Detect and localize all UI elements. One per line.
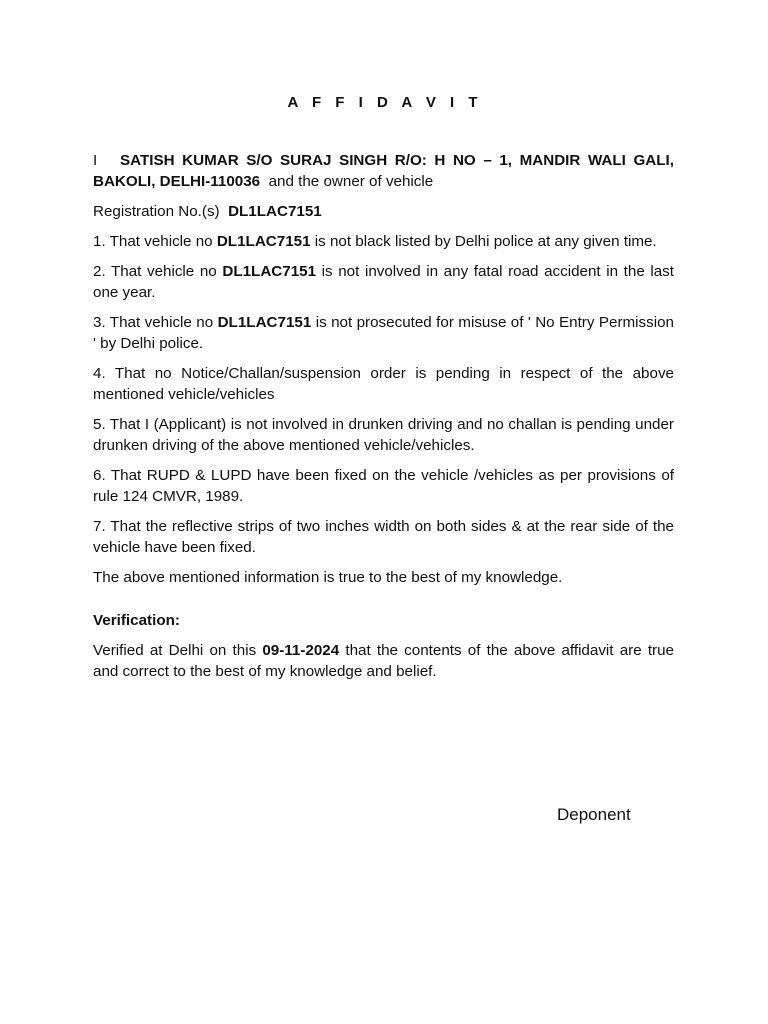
clause-text: 3. That vehicle no — [93, 314, 218, 331]
clause-2 — [93, 261, 674, 303]
intro-prefix: I — [93, 152, 98, 169]
intro-paragraph — [93, 150, 674, 192]
clause-vehicle-number: DL1LAC7151 — [217, 314, 312, 331]
clause-vehicle-number: DL1LAC7151 — [216, 233, 311, 250]
registration-number: DL1LAC7151 — [228, 203, 322, 220]
clause-text: is not involved in any fatal road accident in the last one year. — [93, 263, 674, 301]
clause-text: 2. That vehicle no — [93, 263, 223, 280]
clause-1 — [93, 231, 674, 252]
clause-text: 1. That vehicle no — [93, 233, 217, 250]
intro-suffix: and the owner of vehicle — [268, 173, 434, 190]
document-title: A F F I D A V I T — [287, 94, 483, 111]
clause-text: 6. That RUPD & LUPD have been fixed on the vehicle /vehicles as per provisions of rule 124 CMVR, 1989. — [93, 467, 674, 505]
deponent-identity: SATISH KUMAR S/O SURAJ SINGH R/O: H NO – 1, MANDIR WALI GALI, BAKOLI, DELHI-110036 — [93, 152, 674, 190]
clause-text: is not prosecuted for misuse of ' No Entry Permission ' by Delhi police. — [93, 314, 674, 352]
registration-line — [93, 201, 674, 222]
verification-date: 09-11-2024 — [262, 642, 340, 659]
clause-5 — [93, 414, 674, 456]
deponent-label: Deponent — [557, 805, 631, 824]
verification-heading: Verification: — [93, 612, 180, 629]
clause-6 — [93, 465, 674, 507]
clause-vehicle-number: DL1LAC7151 — [222, 263, 317, 280]
verification-post: that the contents of the above affidavit are true and correct to the best of my knowledge and belief. — [93, 642, 674, 680]
clause-text: 4. That no Notice/Challan/suspension order is pending in respect of the above mentioned vehicle/vehicles — [93, 365, 674, 403]
clause-4 — [93, 363, 674, 405]
statement: The above mentioned information is true to the best of my knowledge. — [93, 569, 563, 586]
clause-3 — [93, 312, 674, 354]
clause-text: is not black listed by Delhi police at any given time. — [310, 233, 657, 250]
registration-label: Registration No.(s) — [93, 203, 220, 220]
document-body — [93, 150, 674, 691]
clause-text: 7. That the reflective strips of two inches width on both sides & at the rear side of the vehicle have been fixed. — [93, 518, 674, 556]
clause-text: 5. That I (Applicant) is not involved in drunken driving and no challan is pending under drunken driving of the above mentioned vehicle/vehicles. — [93, 416, 674, 454]
clause-7 — [93, 516, 674, 558]
verification-pre: Verified at Delhi on this — [93, 642, 263, 659]
verification-text — [93, 640, 674, 682]
